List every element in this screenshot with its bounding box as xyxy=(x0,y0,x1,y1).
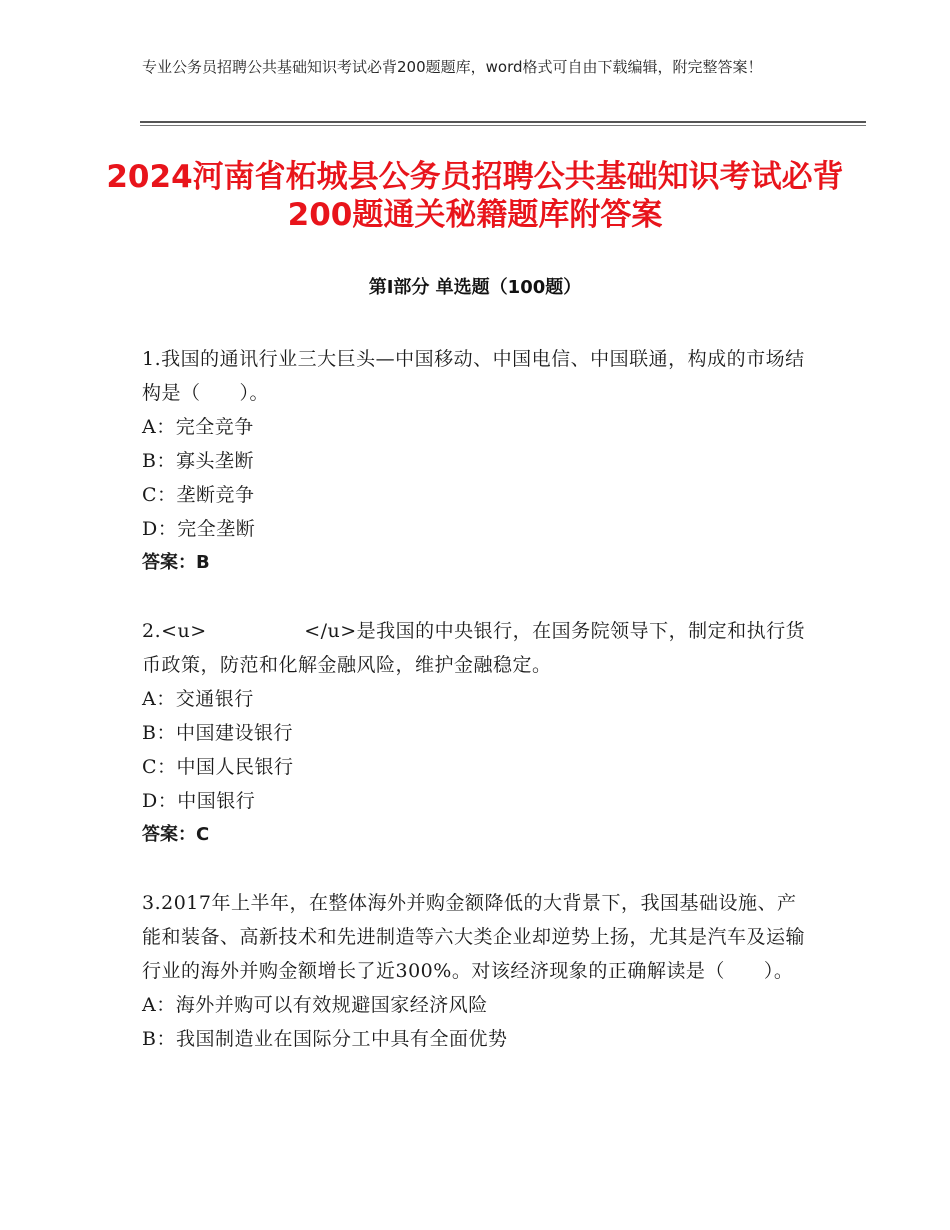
section-title: 第Ⅰ部分 单选题（100题） xyxy=(368,277,582,298)
option-a: A：交通银行 xyxy=(142,688,254,710)
option-a: A：海外并购可以有效规避国家经济风险 xyxy=(142,994,488,1016)
option-c: C：垄断竞争 xyxy=(142,484,255,506)
question-2 xyxy=(142,614,812,852)
header-note: 专业公务员招聘公共基础知识考试必背200题题库，word格式可自由下载编辑，附完整答案！ xyxy=(142,58,763,76)
option-d: D：中国银行 xyxy=(142,790,256,812)
header-divider-thin xyxy=(140,125,866,126)
question-stem: 1.我国的通讯行业三大巨头—中国移动、中国电信、中国联通，构成的市场结构是（ ）。 xyxy=(142,348,805,404)
option-d: D：完全垄断 xyxy=(142,518,256,540)
answer: 答案：B xyxy=(142,552,210,573)
question-stem: 2.<u> </u>是我国的中央银行，在国务院领导下，制定和执行货币政策，防范和化解金融风险，维护金融稳定。 xyxy=(142,620,806,676)
header-divider xyxy=(140,121,866,123)
option-b: B：我国制造业在国际分工中具有全面优势 xyxy=(142,1028,508,1050)
option-a: A：完全竞争 xyxy=(142,416,254,438)
question-3 xyxy=(142,886,812,1056)
answer: 答案：C xyxy=(142,824,210,845)
option-b: B：寡头垄断 xyxy=(142,450,254,472)
question-1 xyxy=(142,342,812,580)
question-stem: 3.2017年上半年，在整体海外并购金额降低的大背景下，我国基础设施、产能和装备、高新技术和先进制造等六大类企业却逆势上扬，尤其是汽车及运输行业的海外并购金额增长了近300%。对该经济现象的正确解读是（ ）。 xyxy=(142,892,806,982)
option-b: B：中国建设银行 xyxy=(142,722,293,744)
option-c: C：中国人民银行 xyxy=(142,756,294,778)
document-title: 2024河南省柘城县公务员招聘公共基础知识考试必背200题通关秘籍题库附答案 xyxy=(106,159,844,233)
